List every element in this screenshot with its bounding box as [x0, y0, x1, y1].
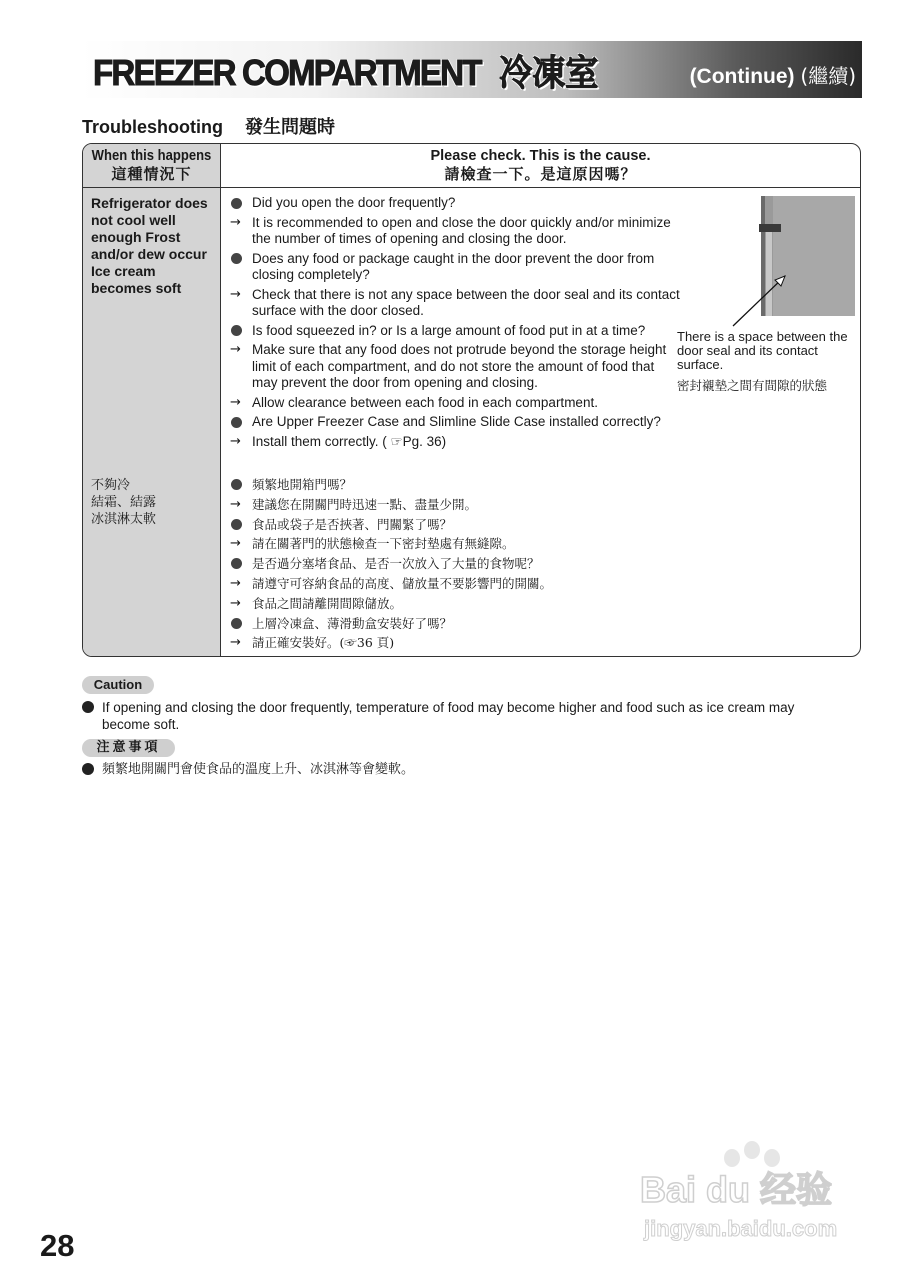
arrow-right-icon: → — [230, 394, 241, 410]
section-title-zh: 發生問題時 — [245, 117, 335, 138]
symptom-line: not cool well — [91, 212, 176, 228]
check-remedy — [230, 342, 680, 392]
continue-zh: (繼續) — [800, 64, 856, 88]
symptom-line: 結霜、結露 — [91, 495, 157, 510]
arrow-right-icon: → — [230, 536, 241, 552]
bullet-icon — [230, 414, 248, 432]
check-question — [230, 554, 680, 574]
head-left-en: When this happens — [91, 148, 212, 164]
check-text: 請正確安裝好。(☞36 頁) — [252, 635, 395, 651]
check-text: 建議您在開關門時迅速一點、盡量少開。 — [252, 496, 478, 512]
check-question — [230, 195, 680, 212]
check-question — [230, 414, 680, 431]
check-text: It is recommended to open and close the door quickly and/or minimize the number of times of opening and closing the door. — [252, 214, 671, 246]
check-text: 食品之間請離開間隙儲放。 — [252, 595, 403, 611]
check-text: Make sure that any food does not protrude beyond the storage height limit of each compartment, and do not store the amount of food that may prevent the door from opening and closing. — [252, 342, 667, 390]
check-text: 請遵守可容納食品的高度、儲放量不要影響門的開關。 — [252, 575, 553, 591]
section-title-en: Troubleshooting — [82, 117, 223, 137]
page-number: 28 — [40, 1228, 75, 1263]
check-text: Allow clearance between each food in each compartment. — [252, 394, 598, 410]
arrow-right-icon: → — [230, 342, 241, 357]
baidu-jingyan-watermark — [640, 1140, 860, 1250]
arrow-right-icon: → — [230, 635, 241, 651]
watermark-url: jingyan.baidu.com — [644, 1216, 838, 1241]
check-remedy — [230, 395, 680, 412]
caution-label-zh: 注意事項 — [82, 739, 175, 757]
head-right-en: Please check. This is the cause. — [430, 148, 651, 164]
illustration-caption-en: There is a space between the door seal and its contact surface. — [677, 329, 848, 372]
symptom-line: enough Frost — [91, 229, 181, 245]
arrow-right-icon: → — [230, 286, 241, 302]
arrow-right-icon: → — [230, 595, 241, 611]
door-face — [773, 196, 855, 316]
symptom-line: becomes soft — [91, 280, 182, 296]
check-text: Does any food or package caught in the door prevent the door from closing completely? — [252, 250, 655, 282]
header-when-this-happens — [83, 147, 220, 184]
arrow-right-icon: → — [230, 433, 241, 449]
arrow-right-icon: → — [230, 575, 241, 591]
check-remedy — [230, 495, 680, 515]
continue-label — [690, 60, 856, 89]
check-text: Did you open the door frequently? — [252, 195, 456, 210]
table-header-row — [83, 144, 860, 188]
continue-en: (Continue) — [689, 65, 795, 88]
bullet-icon — [230, 475, 248, 496]
symptom-en — [91, 195, 219, 297]
check-text: 頻繁地開箱門嗎？ — [252, 477, 353, 492]
check-text: Check that there is not any space between the door seal and its contact surface with the door closed. — [252, 286, 680, 318]
head-left-zh: 這種情況下 — [111, 165, 192, 183]
door-seal-gap — [766, 232, 772, 316]
check-question — [230, 515, 680, 535]
check-text: 上層冷凍盒、薄滑動盒安裝好了嗎？ — [252, 615, 453, 631]
bullet-icon — [230, 195, 248, 213]
check-text: Are Upper Freezer Case and Slimline Slide Case installed correctly? — [252, 414, 661, 429]
troubleshooting-table — [82, 143, 861, 657]
check-remedy — [230, 287, 680, 320]
symptom-line: and/or dew occur — [91, 246, 207, 262]
check-remedy — [230, 534, 680, 554]
check-remedy — [230, 434, 680, 451]
bullet-icon — [230, 614, 248, 635]
check-question — [230, 614, 680, 634]
page-title — [93, 45, 598, 96]
bullet-icon — [230, 251, 248, 269]
hinge — [759, 224, 781, 232]
bullet-icon — [82, 763, 94, 775]
title-en: FREEZER COMPARTMENT — [93, 52, 481, 93]
watermark-brand: Bai du 经验 — [640, 1169, 833, 1210]
check-question — [230, 251, 680, 284]
caution-label: Caution — [82, 676, 154, 694]
caution-note-zh — [82, 761, 782, 778]
check-question — [230, 475, 680, 495]
title-zh: 冷凍室 — [499, 53, 599, 94]
check-remedy — [230, 215, 680, 248]
caution-text: If opening and closing the door frequently, temperature of food may become higher and food such as ice cream may become soft. — [102, 700, 795, 732]
bullet-icon — [230, 515, 248, 536]
section-title — [82, 113, 335, 139]
bullet-icon — [230, 323, 248, 341]
check-list-en — [230, 195, 680, 453]
check-text: 是否過分塞堵食品、是否一次放入了大量的食物呢？ — [252, 556, 540, 572]
symptom-line: Refrigerator does — [91, 195, 208, 211]
check-remedy — [230, 574, 680, 594]
check-remedy — [230, 594, 680, 614]
arrow-right-icon: → — [230, 496, 241, 512]
caution-note — [82, 699, 822, 733]
caution-text-zh: 頻繁地開關門會使食品的溫度上升、冰淇淋等會變軟。 — [102, 762, 415, 777]
check-text: 食品或袋子是否挾著、門關緊了嗎？ — [252, 516, 453, 532]
paw-icon — [724, 1141, 780, 1167]
check-list-zh — [230, 475, 680, 653]
illustration-caption-zh: 密封襯墊之間有間隙的狀態 — [677, 378, 828, 393]
check-text: Install them correctly. ( ☞Pg. 36) — [252, 433, 447, 449]
symptom-line: Ice cream — [91, 263, 156, 279]
check-remedy — [230, 633, 680, 653]
head-right-zh: 請檢查一下。是這原因嗎？ — [444, 165, 637, 183]
page-header — [81, 41, 862, 98]
symptom-line: 冰淇淋太軟 — [91, 512, 157, 527]
check-text: Is food squeezed in? or Is a large amount of food put in at a time? — [252, 322, 646, 338]
arrow-right-icon: → — [230, 214, 241, 230]
check-question — [230, 323, 680, 340]
bullet-icon — [82, 701, 94, 713]
bullet-icon — [230, 554, 248, 575]
symptom-line: 不夠冷 — [91, 478, 131, 493]
symptom-zh — [91, 477, 219, 528]
check-text: 請在關著門的狀態檢查一下密封墊處有無縫隙。 — [252, 536, 515, 552]
header-please-check — [221, 147, 860, 183]
